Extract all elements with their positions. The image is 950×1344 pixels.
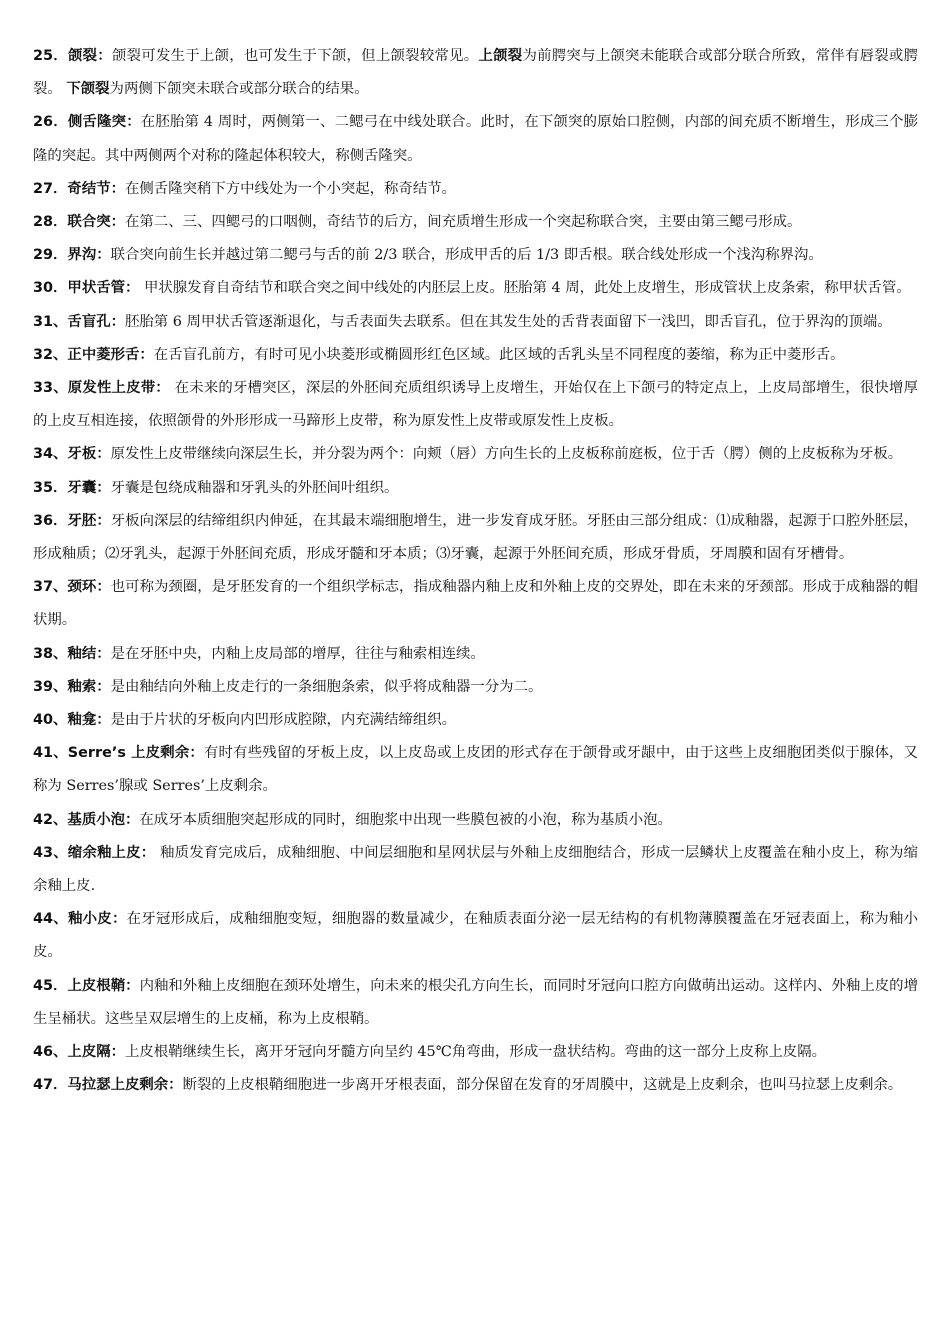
- entry-term: 釉小皮: [67, 911, 112, 928]
- entry-number: 46、: [33, 1044, 68, 1061]
- glossary-entry: [33, 1069, 918, 1102]
- glossary-entry: [33, 837, 918, 903]
- entry-definition: 联合突向前生长并越过第二鳃弓与舌的前 2/3 联合，形成甲舌的后 1/3 即舌根。联合线处形成一个浅沟称界沟。: [110, 247, 823, 264]
- entry-separator: ：: [189, 745, 204, 762]
- glossary-entry: [33, 272, 918, 305]
- entry-separator: ：: [125, 977, 140, 994]
- glossary-entry: [33, 239, 918, 272]
- glossary-entry: [33, 372, 918, 438]
- glossary-entry: [33, 1036, 918, 1069]
- entry-definition: 颌裂可发生于上颌，也可发生于下颌，但上颌裂较常见。: [111, 48, 479, 64]
- entry-number: 41、: [33, 745, 68, 762]
- entry-separator: ：: [96, 446, 111, 463]
- entry-separator: ：: [139, 346, 154, 363]
- entry-separator: ：: [110, 214, 126, 231]
- entry-number: 35．: [33, 479, 68, 496]
- entry-number: 29．: [33, 247, 68, 264]
- entry-term: 正中菱形舌: [67, 346, 140, 363]
- entry-number: 25．: [33, 48, 68, 64]
- entry-number: 30．: [33, 280, 68, 297]
- entry-definition: 牙囊是包绕成釉器和牙乳头的外胚间叶组织。: [110, 479, 399, 496]
- entry-number: 43、: [33, 844, 68, 861]
- entry-number: 32、: [33, 346, 68, 363]
- entry-separator: ：: [96, 479, 111, 496]
- entry-term: 釉结: [67, 645, 97, 662]
- entry-definition: 为前腭突与上颌突未能联合或部分联合所致，常伴有唇裂或腭裂。: [33, 48, 918, 98]
- entry-separator: ：: [110, 180, 126, 197]
- glossary-entry: [33, 903, 918, 969]
- entry-separator: ：: [125, 280, 140, 297]
- entry-separator: ：: [155, 380, 170, 397]
- entry-term: 奇结节: [67, 180, 111, 197]
- entry-separator: ：: [125, 811, 140, 828]
- glossary-entry: [33, 804, 918, 837]
- entry-separator: ：: [96, 247, 111, 264]
- entry-number: 34、: [33, 446, 68, 463]
- entry-definition: 上皮根鞘继续生长，离开牙冠向牙髓方向呈约 45℃角弯曲，形成一盘状结构。弯曲的这一部分上皮称上皮隔。: [125, 1044, 826, 1061]
- entry-number: 42、: [33, 811, 68, 828]
- entry-number: 40、: [33, 712, 68, 729]
- entry-number: 38、: [33, 645, 68, 662]
- entry-number: 33、: [33, 380, 68, 397]
- entry-number: 31、: [33, 313, 68, 330]
- entry-definition: 在未来的牙槽突区，深层的外胚间充质组织诱导上皮增生，开始仅在上下颌弓的特定点上，上皮局部增生，很快增厚的上皮互相连接，依照颌骨的外形形成一马蹄形上皮带，称为原发性上皮带或原发性上皮板。: [33, 380, 918, 430]
- entry-definition: 在牙冠形成后，成釉细胞变短，细胞器的数量减少，在釉质表面分泌一层无结构的有机物薄膜覆盖在牙冠表面上，称为釉小皮。: [33, 911, 918, 961]
- glossary-entry: [33, 173, 918, 206]
- entry-number: 45．: [33, 977, 68, 994]
- entry-term: 界沟: [67, 247, 97, 264]
- entry-definition: 胚胎第 6 周甲状舌管逐渐退化，与舌表面失去联系。但在其发生处的舌背表面留下一浅凹，即舌盲孔，位于界沟的顶端。: [125, 313, 892, 330]
- glossary-entry: [33, 106, 918, 172]
- entry-number: 47．: [33, 1077, 68, 1094]
- entry-term: 侧舌隆突: [67, 114, 127, 131]
- entry-separator: ：: [168, 1077, 183, 1094]
- entry-number: 28．: [33, 214, 68, 231]
- entry-definition: 有时有些残留的牙板上皮，以上皮岛或上皮团的形式存在于颌骨或牙龈中，由于这些上皮细胞团类似于腺体，又称为 Serres’腺或 Serres’上皮剩余。: [33, 745, 918, 795]
- entry-term: 颌裂: [67, 48, 98, 64]
- entry-number: 36．: [33, 512, 68, 529]
- entry-term: 缩余釉上皮: [67, 844, 141, 861]
- entry-definition: 也可称为颈圈，是牙胚发育的一个组织学标志，指成釉器内釉上皮和外釉上皮的交界处，即在未来的牙颈部。形成于成釉器的帽状期。: [33, 579, 918, 629]
- entry-term: 牙胚: [67, 512, 97, 529]
- entry-separator: ：: [96, 512, 111, 529]
- entry-term: 原发性上皮带: [67, 380, 156, 397]
- entry-definition: 釉质发育完成后，成釉细胞、中间层细胞和星网状层与外釉上皮细胞结合，形成一层鳞状上皮覆盖在釉小皮上，称为缩余釉上皮.: [33, 844, 918, 895]
- entry-term: 舌盲孔: [67, 313, 111, 330]
- entry-separator: ：: [96, 645, 111, 662]
- glossary-entry: [33, 472, 918, 505]
- entry-number: 26．: [33, 114, 68, 131]
- glossary-entry: [33, 206, 918, 239]
- glossary-entry: [33, 339, 918, 372]
- entry-separator: ：: [110, 313, 126, 330]
- entry-number: 37、: [33, 579, 68, 596]
- entry-definition: 在舌盲孔前方，有时可见小块菱形或椭圆形红色区域。此区域的舌乳头呈不同程度的萎缩，称为正中菱形舌。: [153, 346, 845, 363]
- glossary-entry: [33, 638, 918, 671]
- entry-term: 牙囊: [67, 479, 97, 496]
- entry-definition: 在胚胎第 4 周时，两侧第一、二鳃弓在中线处联合。此时，在下颌突的原始口腔侧，内部的间充质不断增生，形成三个膨隆的突起。其中两侧两个对称的隆起体积较大，称侧舌隆突。: [33, 114, 918, 164]
- entry-separator: ：: [96, 579, 111, 596]
- glossary-entry: [33, 737, 918, 803]
- entry-separator: ：: [96, 712, 111, 729]
- entry-term: 上皮隔: [67, 1044, 111, 1061]
- glossary-entry: [33, 970, 918, 1036]
- entry-definition: 是由釉结向外釉上皮走行的一条细胞条索，似乎将成釉器一分为二。: [110, 678, 543, 695]
- entry-term: 上皮根鞘: [67, 977, 126, 994]
- glossary-entry: [33, 704, 918, 737]
- entry-term: Serre’s 上皮剩余: [67, 745, 190, 762]
- entry-inline-term: 下颌裂: [66, 81, 110, 98]
- entry-term: 甲状舌管: [67, 280, 125, 297]
- entry-separator: ：: [97, 48, 112, 64]
- entry-definition: 甲状腺发育自奇结节和联合突之间中线处的内胚层上皮。胚胎第 4 周，此处上皮增生，形成管状上皮条索，称甲状舌管。: [139, 280, 911, 297]
- entry-term: 釉索: [67, 678, 97, 695]
- entry-term: 颈环: [67, 579, 97, 596]
- entry-definition: 为两侧下颌突未联合或部分联合的结果。: [109, 81, 369, 98]
- entry-inline-term: 上颌裂: [478, 48, 523, 64]
- entry-number: 27．: [33, 180, 68, 197]
- entry-definition: 在第二、三、四鳃弓的口咽侧，奇结节的后方，间充质增生形成一个突起称联合突，主要由第三鳃弓形成。: [125, 214, 802, 231]
- entry-separator: ：: [111, 911, 127, 928]
- entry-definition: 内釉和外釉上皮细胞在颈环处增生，向未来的根尖孔方向生长，而同时牙冠向口腔方向做萌出运动。这样内、外釉上皮的增生呈桶状。这些呈双层增生的上皮桶，称为上皮根鞘。: [33, 977, 918, 1027]
- entry-number: 44、: [33, 911, 68, 928]
- entry-number: 39、: [33, 678, 68, 695]
- entry-definition: 是由于片状的牙板向内凹形成腔隙，内充满结缔组织。: [110, 712, 457, 729]
- glossary-entry: [33, 671, 918, 704]
- entry-definition: 牙板向深层的结缔组织内伸延，在其最末端细胞增生，进一步发育成牙胚。牙胚由三部分组成：⑴成釉器，起源于口腔外胚层，形成釉质；⑵牙乳头，起源于外胚间充质，形成牙髓和牙本质；⑶牙囊，起源于外胚间充质，形成牙骨质，牙周膜和固有牙槽骨。: [33, 512, 918, 563]
- entry-definition: 原发性上皮带继续向深层生长，并分裂为两个：向颊（唇）方向生长的上皮板称前庭板，位于舌（腭）侧的上皮板称为牙板。: [110, 446, 903, 463]
- entry-term: 基质小泡: [67, 811, 125, 828]
- glossary-entry: [33, 438, 918, 471]
- entry-term: 联合突: [67, 214, 111, 231]
- glossary-entry: [33, 40, 918, 106]
- glossary-entry: [33, 306, 918, 339]
- entry-definition: 在成牙本质细胞突起形成的同时，细胞浆中出现一些膜包被的小泡，称为基质小泡。: [139, 811, 672, 828]
- entry-term: 釉龛: [67, 712, 97, 729]
- entry-definition: 在侧舌隆突稍下方中线处为一个小突起，称奇结节。: [125, 180, 457, 197]
- entry-term: 牙板: [67, 446, 97, 463]
- entry-separator: ：: [126, 114, 141, 131]
- glossary-entry: [33, 571, 918, 637]
- entry-term: 马拉瑟上皮剩余: [67, 1077, 169, 1094]
- entry-definition: 断裂的上皮根鞘细胞进一步离开牙根表面，部分保留在发育的牙周膜中，这就是上皮剩余，也叫马拉瑟上皮剩余。: [182, 1077, 903, 1094]
- entry-separator: ：: [96, 678, 111, 695]
- entry-separator: ：: [110, 1044, 126, 1061]
- glossary-entry: [33, 505, 918, 571]
- entry-definition: 是在牙胚中央，内釉上皮局部的增厚，往往与釉索相连续。: [110, 645, 485, 662]
- entry-separator: ：: [140, 844, 156, 861]
